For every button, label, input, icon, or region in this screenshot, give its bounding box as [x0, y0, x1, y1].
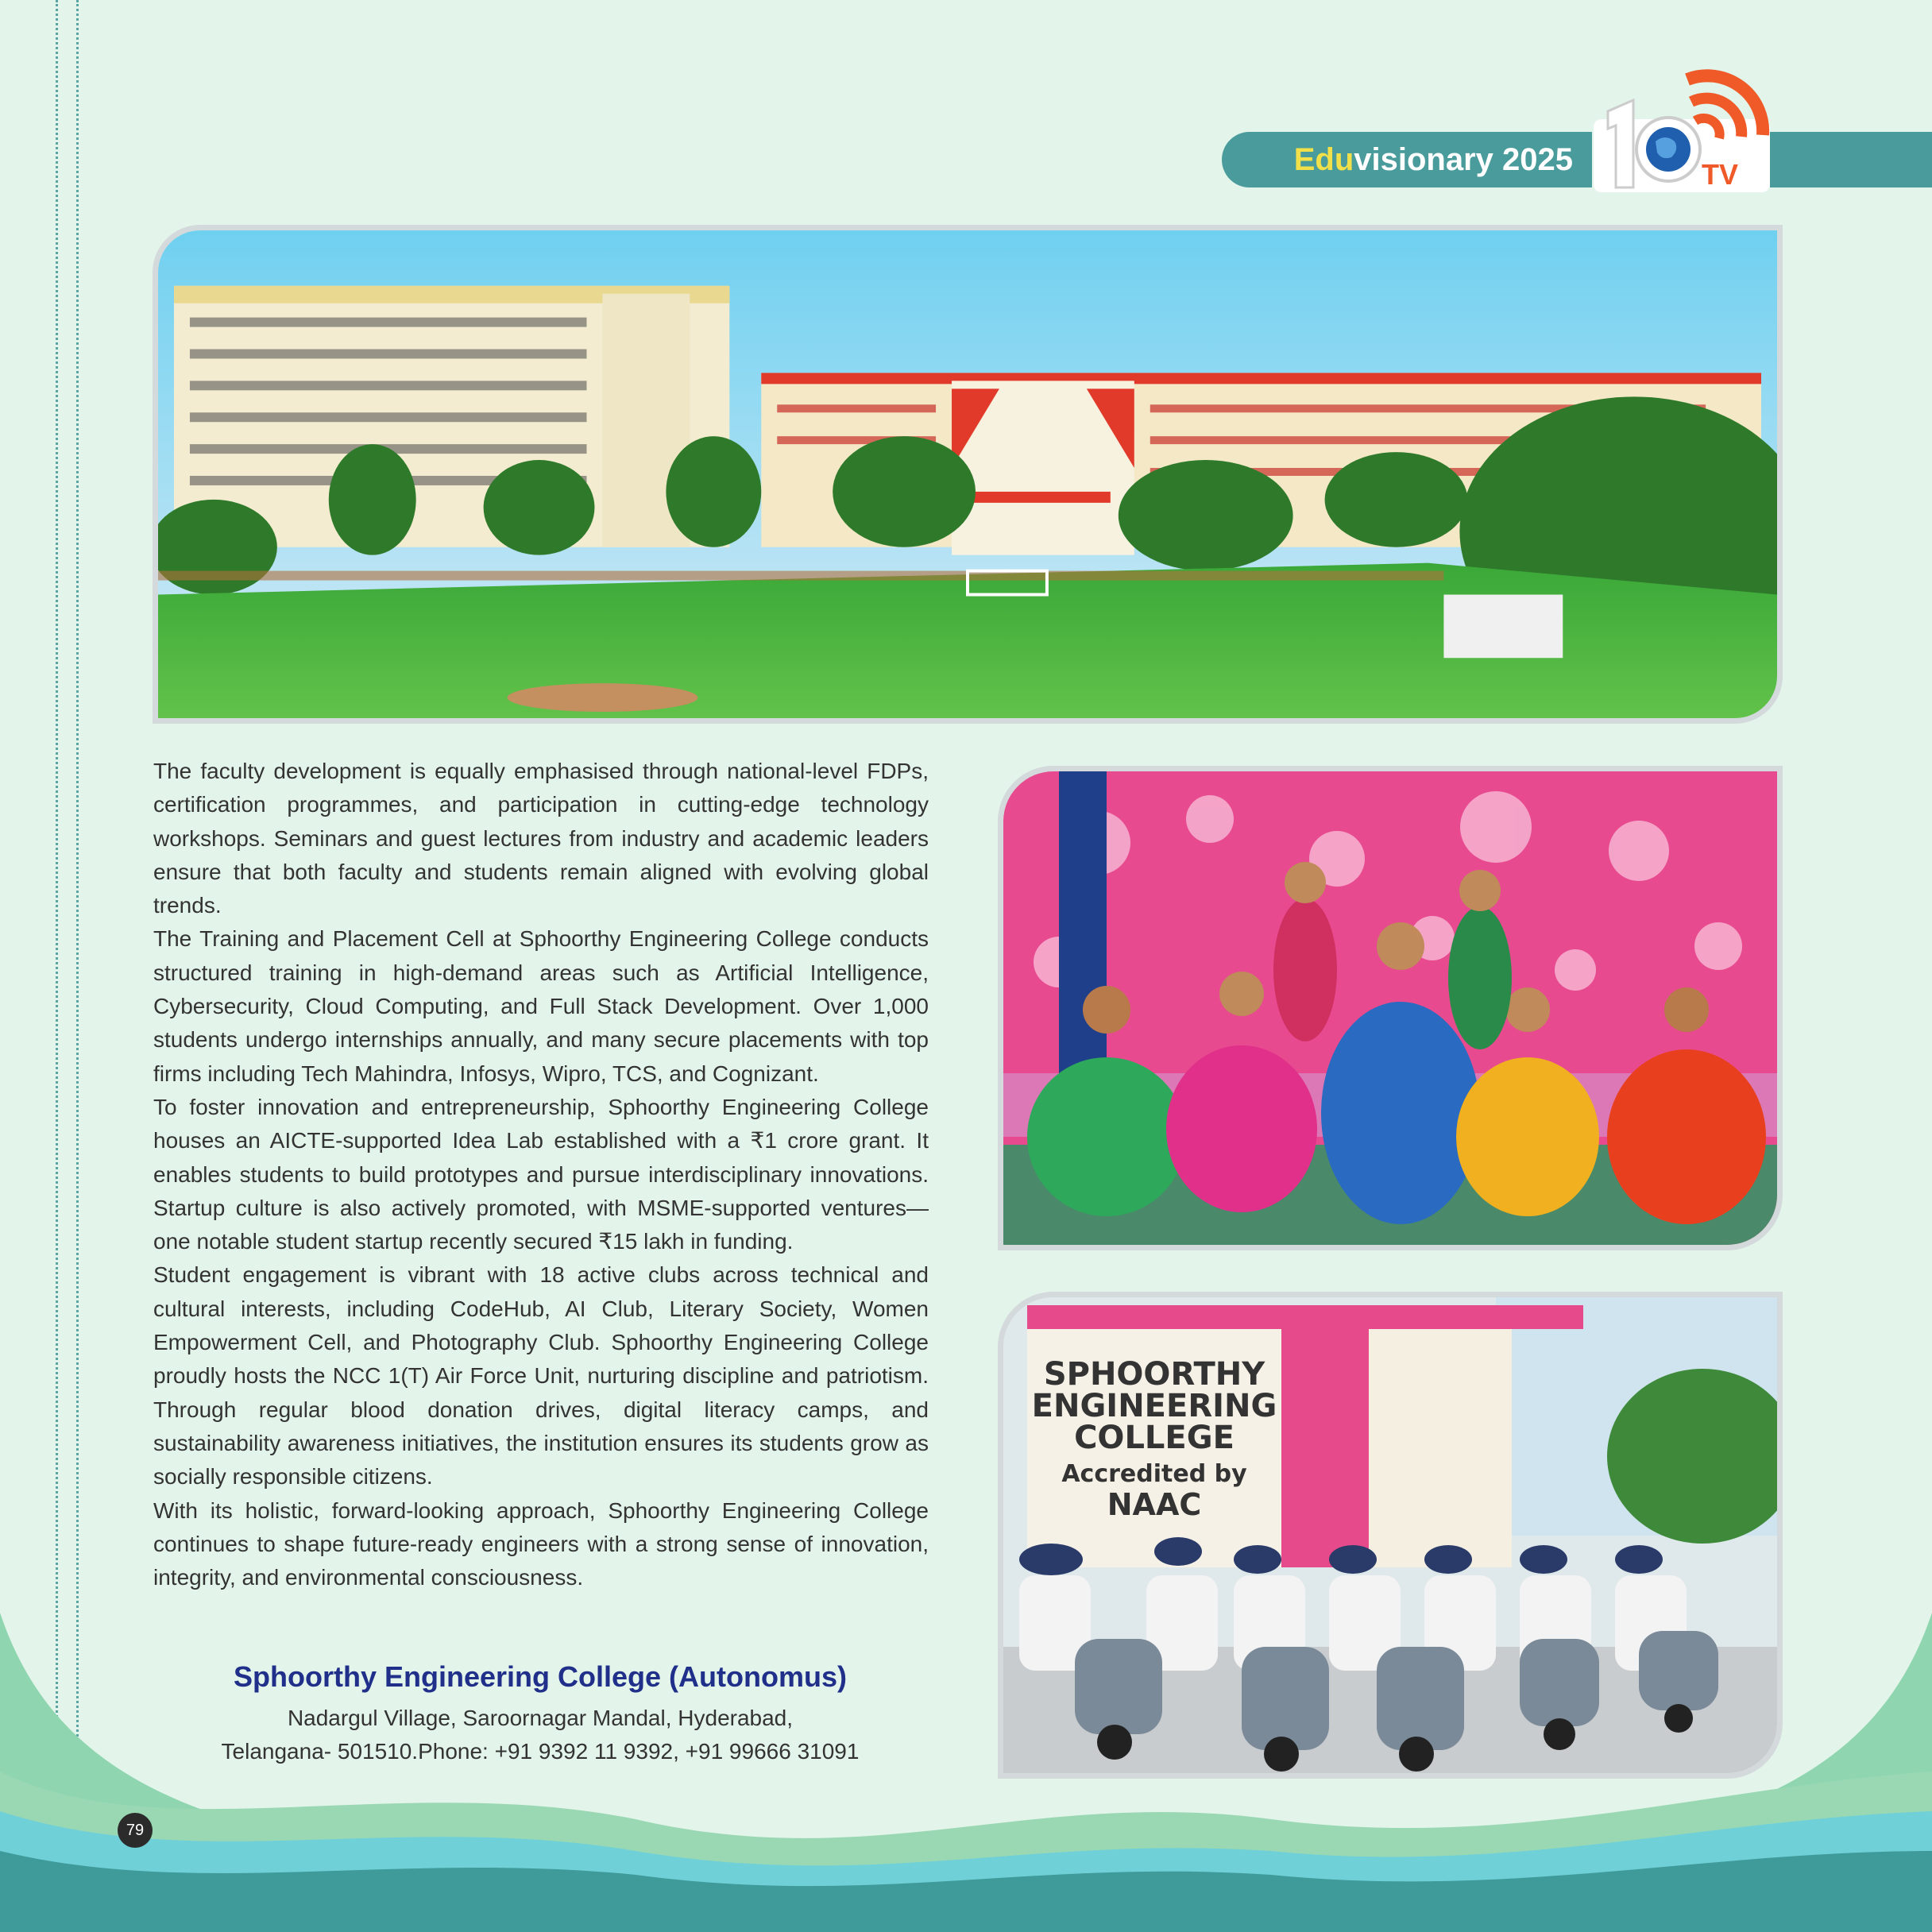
rally-sign-line: ENGINEERING	[1031, 1388, 1277, 1424]
article-paragraph: Student engagement is vibrant with 18 active clubs across technical and cultural interests, including CodeHub, AI Club, Literary Society, Women Empowerment Cell, and Photography Club. Sphoorthy Engineering College proudly hosts the NCC 1(T) Air Force Unit, nurturing discipline and patriotism. Through regular blood donation drives, digital literacy camps, and sustainability awareness initiatives, the institution ensures its students grow as socially responsible citizens.	[153, 1262, 929, 1490]
magazine-title: Eduvisionary 2025	[1293, 142, 1573, 177]
svg-text:TV: TV	[1702, 158, 1739, 191]
college-name: Sphoorthy Engineering College (Autonomus)	[234, 1660, 847, 1693]
rally-sign-line: Accredited by	[1061, 1460, 1247, 1488]
campus-photo	[153, 225, 1783, 724]
article-paragraph: The Training and Placement Cell at Sphoorthy Engineering College conducts structured training in high-demand areas such as Artificial Intelligence, Cybersecurity, Cloud Computing, and Full Stack Development. Over 1,000 students undergo internships annually, and many secure placements with top firms including Tech Mahindra, Infosys, Wipro, TCS, and Cognizant.	[153, 926, 929, 1086]
article-body	[153, 755, 929, 1594]
article-paragraph: With its holistic, forward-looking approach, Sphoorthy Engineering College continues to shape future-ready engineers with a strong sense of innovation, integrity, and environmental consciousness.	[153, 1497, 929, 1590]
rally-sign-line: NAAC	[1107, 1487, 1202, 1522]
margin-dotted-line	[56, 0, 58, 1756]
rally-sign-line: SPHOORTHY	[1043, 1356, 1265, 1393]
margin-dotted-line	[76, 0, 79, 1756]
address-line: Telangana- 501510.Phone: +91 9392 11 9392, +91 99666 31091	[221, 1739, 860, 1764]
article-paragraph: To foster innovation and entrepreneurship, Sphoorthy Engineering College houses an AICTE-supported Idea Lab established with a ₹1 crore grant. It enables students to build prototypes and pursue interdisciplinary innovations. Startup culture is also actively promoted, with MSME-supported ventures—one notable student startup recently secured ₹15 lakh in funding.	[153, 1094, 929, 1254]
address-line: Nadargul Village, Saroornagar Mandal, Hyderabad,	[287, 1706, 794, 1730]
rally-sign-line: COLLEGE	[1074, 1420, 1235, 1456]
classical-dance-performance-photo	[1003, 771, 1777, 1245]
dance-photo	[998, 766, 1783, 1250]
page-number: 79	[118, 1813, 153, 1848]
footer-waves	[0, 1613, 1932, 1932]
college-campus-photo	[158, 230, 1777, 718]
article-paragraph: The faculty development is equally emphasised through national-level FDPs, certification programmes, and participation in cutting-edge technology workshops. Seminars and guest lectures from industry and academic leaders ensure that both faculty and students remain aligned with evolving global trends.	[153, 759, 929, 918]
header-bar-right	[1770, 132, 1932, 187]
10tv-logo-icon	[1592, 48, 1772, 195]
